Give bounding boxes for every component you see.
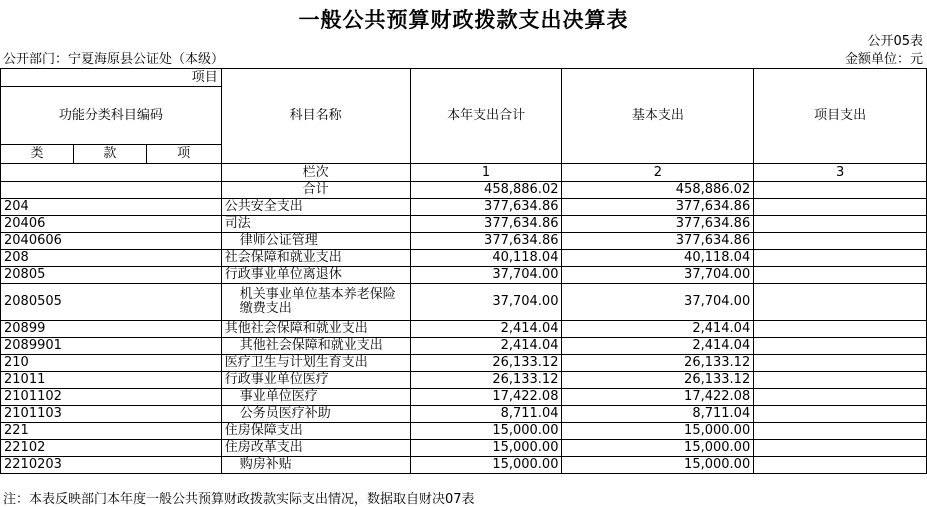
- row-code: 204: [1, 199, 222, 216]
- table-row: [1, 406, 927, 423]
- row-code: 2210203: [1, 457, 222, 474]
- row-total: 2,414.04: [410, 321, 562, 338]
- table-row: [1, 440, 927, 457]
- row-subject-name: 社会保障和就业支出: [221, 250, 410, 267]
- row-total: 26,133.12: [410, 372, 562, 389]
- row-code: 208: [1, 250, 222, 267]
- row-subject-name: 购房补贴: [221, 457, 410, 474]
- row-basic: 37,704.00: [562, 284, 754, 321]
- header-total-expenditure: 本年支出合计: [410, 69, 562, 164]
- row-code: 21011: [1, 372, 222, 389]
- row-basic: 2,414.04: [562, 321, 754, 338]
- row-code: 210: [1, 355, 222, 372]
- row-total: 377,634.86: [410, 199, 562, 216]
- row-code: 2040606: [1, 233, 222, 250]
- row-subject-name: 行政事业单位医疗: [221, 372, 410, 389]
- row-code: 20805: [1, 267, 222, 284]
- row-project: [754, 457, 927, 474]
- table-row: [1, 250, 927, 267]
- header-project-label: 项目: [1, 69, 222, 87]
- row-project: [754, 199, 927, 216]
- row-total: 37,704.00: [410, 267, 562, 284]
- row-code: 22102: [1, 440, 222, 457]
- row-total: 17,422.08: [410, 389, 562, 406]
- row-code: 2080505: [1, 284, 222, 321]
- table-row: [1, 355, 927, 372]
- row-project: [754, 233, 927, 250]
- row-basic: 15,000.00: [562, 440, 754, 457]
- row-total: 377,634.86: [410, 233, 562, 250]
- column-number-2: 2: [562, 164, 754, 182]
- row-total: 377,634.86: [410, 216, 562, 233]
- table-row: [1, 372, 927, 389]
- total-value: 458,886.02: [410, 182, 562, 199]
- header-kuan: 款: [73, 145, 146, 164]
- row-subject-name: 机关事业单位基本养老保险缴费支出: [221, 284, 410, 321]
- row-basic: 15,000.00: [562, 423, 754, 440]
- footnote: 注：本表反映部门本年度一般公共预算财政拨款实际支出情况，数据取自财决07表: [3, 492, 475, 507]
- row-code: 2101103: [1, 406, 222, 423]
- expenditure-table: [0, 68, 927, 474]
- row-subject-name: 公务员医疗补助: [221, 406, 410, 423]
- row-basic: 2,414.04: [562, 338, 754, 355]
- row-project: [754, 250, 927, 267]
- row-project: [754, 406, 927, 423]
- row-total: 26,133.12: [410, 355, 562, 372]
- row-code: 20406: [1, 216, 222, 233]
- row-subject-name: 其他社会保障和就业支出: [221, 338, 410, 355]
- row-code: 20899: [1, 321, 222, 338]
- header-code-group: 功能分类科目编码: [1, 87, 222, 145]
- table-row: [1, 216, 927, 233]
- total-row: [1, 182, 927, 199]
- row-project: [754, 372, 927, 389]
- row-subject-name: 医疗卫生与计划生育支出: [221, 355, 410, 372]
- row-code: 2089901: [1, 338, 222, 355]
- column-number-3: 3: [754, 164, 927, 182]
- row-project: [754, 440, 927, 457]
- row-code: 221: [1, 423, 222, 440]
- row-basic: 40,118.04: [562, 250, 754, 267]
- row-basic: 15,000.00: [562, 457, 754, 474]
- row-basic: 377,634.86: [562, 216, 754, 233]
- row-basic: 26,133.12: [562, 355, 754, 372]
- row-project: [754, 267, 927, 284]
- row-subject-name: 律师公证管理: [221, 233, 410, 250]
- row-basic: 377,634.86: [562, 233, 754, 250]
- table-row: [1, 233, 927, 250]
- row-basic: 8,711.04: [562, 406, 754, 423]
- table-row: [1, 423, 927, 440]
- table-row: [1, 338, 927, 355]
- table-row: [1, 284, 927, 321]
- project-value: [754, 182, 927, 199]
- row-subject-name: 司法: [221, 216, 410, 233]
- table-row: [1, 267, 927, 284]
- table-row: [1, 389, 927, 406]
- row-project: [754, 321, 927, 338]
- row-subject-name: 事业单位医疗: [221, 389, 410, 406]
- row-code: 2101102: [1, 389, 222, 406]
- header-basic-expenditure: 基本支出: [562, 69, 754, 164]
- table-row: [1, 457, 927, 474]
- header-subject-name: 科目名称: [221, 69, 410, 164]
- header-lei: 类: [1, 145, 74, 164]
- row-total: 40,118.04: [410, 250, 562, 267]
- row-total: 8,711.04: [410, 406, 562, 423]
- row-subject-name: 住房保障支出: [221, 423, 410, 440]
- total-label: 合计: [221, 182, 410, 199]
- row-basic: 26,133.12: [562, 372, 754, 389]
- table-row: [1, 321, 927, 338]
- header-column-index: 栏次: [221, 164, 410, 182]
- unit-label: 金额单位：元: [844, 52, 923, 67]
- row-project: [754, 284, 927, 321]
- row-basic: 377,634.86: [562, 199, 754, 216]
- row-total: 15,000.00: [410, 457, 562, 474]
- row-basic: 37,704.00: [562, 267, 754, 284]
- row-project: [754, 338, 927, 355]
- row-total: 2,414.04: [410, 338, 562, 355]
- row-project: [754, 216, 927, 233]
- row-total: 37,704.00: [410, 284, 562, 321]
- row-subject-name: 行政事业单位离退休: [221, 267, 410, 284]
- row-project: [754, 389, 927, 406]
- row-total: 15,000.00: [410, 423, 562, 440]
- report-title: 一般公共预算财政拨款支出决算表: [298, 8, 629, 32]
- header-xiang: 项: [146, 145, 221, 164]
- column-number-1: 1: [410, 164, 562, 182]
- row-subject-name: 其他社会保障和就业支出: [221, 321, 410, 338]
- row-project: [754, 355, 927, 372]
- row-subject-name: 公共安全支出: [221, 199, 410, 216]
- header-project-expenditure: 项目支出: [754, 69, 927, 164]
- organization-label: 公开部门：宁夏海原县公证处（本级）: [3, 52, 225, 67]
- row-total: 15,000.00: [410, 440, 562, 457]
- basic-value: 458,886.02: [562, 182, 754, 199]
- row-subject-name: 住房改革支出: [221, 440, 410, 457]
- form-number: 公开05表: [867, 34, 923, 49]
- row-basic: 17,422.08: [562, 389, 754, 406]
- table-row: [1, 199, 927, 216]
- row-project: [754, 423, 927, 440]
